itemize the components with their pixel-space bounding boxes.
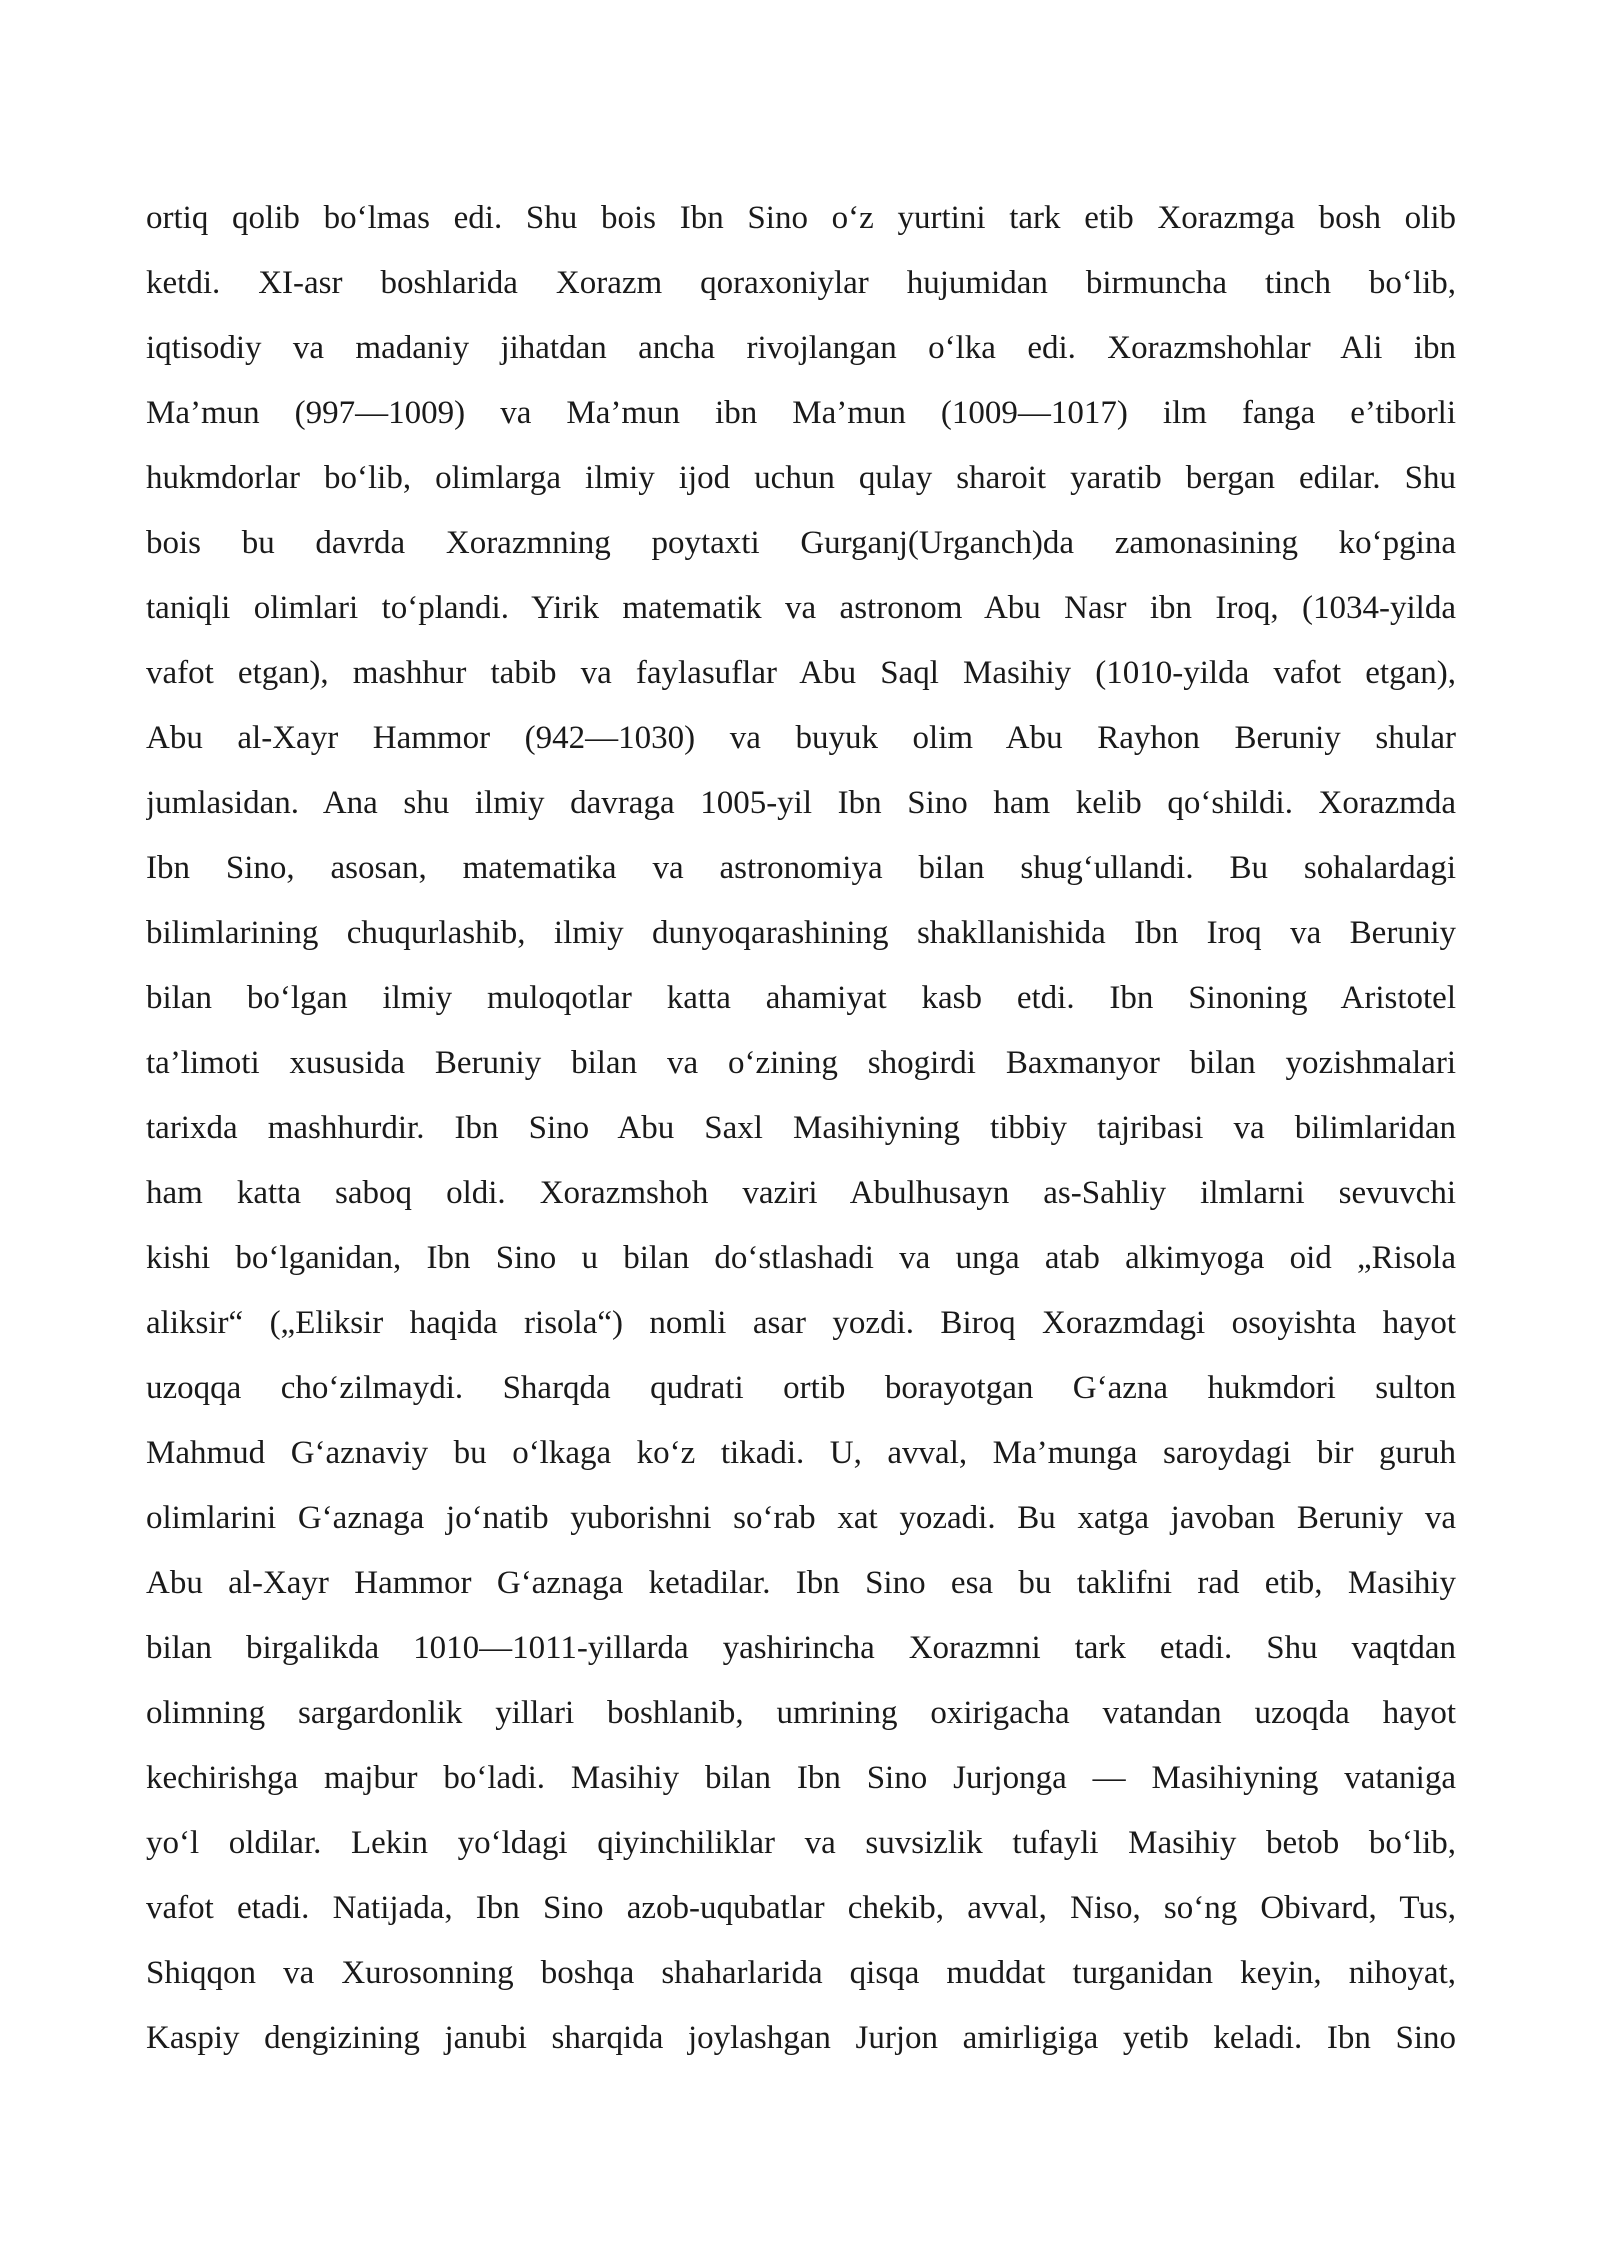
text-line: iqtisodiy va madaniy jihatdan ancha rivojlangan o‘lka edi. Xorazmshohlar Ali ibn <box>146 330 1456 366</box>
text-line: Abu al-Xayr Hammor (942—1030) va buyuk olim Abu Rayhon Beruniy shular <box>146 720 1456 756</box>
text-line: tarixda mashhurdir. Ibn Sino Abu Saxl Masihiyning tibbiy tajribasi va bilimlaridan <box>146 1110 1456 1146</box>
text-line: olimning sargardonlik yillari boshlanib, umrining oxirigacha vatandan uzoqda hayot <box>146 1695 1456 1731</box>
text-line: bilan bo‘lgan ilmiy muloqotlar katta ahamiyat kasb etdi. Ibn Sinoning Aristotel <box>146 980 1456 1016</box>
text-line: vafot etgan), mashhur tabib va faylasuflar Abu Saql Masihiy (1010-yilda vafot etgan), <box>146 655 1456 691</box>
text-line: ta’limoti xususida Beruniy bilan va o‘zining shogirdi Baxmanyor bilan yozishmalari <box>146 1045 1456 1081</box>
text-line: yo‘l oldilar. Lekin yo‘ldagi qiyinchiliklar va suvsizlik tufayli Masihiy betob bo‘lib, <box>146 1825 1456 1861</box>
text-line: olimlarini G‘aznaga jo‘natib yuborishni so‘rab xat yozadi. Bu xatga javoban Beruniy va <box>146 1500 1456 1536</box>
text-line: bois bu davrda Xorazmning poytaxti Gurganj(Urganch)da zamonasining ko‘pgina <box>146 525 1456 561</box>
text-line: ham katta saboq oldi. Xorazmshoh vaziri Abulhusayn as-Sahliy ilmlarni sevuvchi <box>146 1175 1456 1211</box>
text-line: Ibn Sino, asosan, matematika va astronomiya bilan shug‘ullandi. Bu sohalardagi <box>146 850 1456 886</box>
text-line: vafot etadi. Natijada, Ibn Sino azob-uqubatlar chekib, avval, Niso, so‘ng Obivard, Tus, <box>146 1890 1456 1926</box>
text-line: Shiqqon va Xurosonning boshqa shaharlarida qisqa muddat turganidan keyin, nihoyat, <box>146 1955 1456 1991</box>
text-line: bilimlarining chuqurlashib, ilmiy dunyoqarashining shakllanishida Ibn Iroq va Beruniy <box>146 915 1456 951</box>
text-line: kishi bo‘lganidan, Ibn Sino u bilan do‘stlashadi va unga atab alkimyoga oid „Risola <box>146 1240 1456 1276</box>
text-line: aliksir“ („Eliksir haqida risola“) nomli asar yozdi. Biroq Xorazmdagi osoyishta hayot <box>146 1305 1456 1341</box>
text-line: Mahmud G‘aznaviy bu o‘lkaga ko‘z tikadi. U, avval, Ma’munga saroydagi bir guruh <box>146 1435 1456 1471</box>
text-line: hukmdorlar bo‘lib, olimlarga ilmiy ijod uchun qulay sharoit yaratib bergan edilar. Shu <box>146 460 1456 496</box>
text-line: jumlasidan. Ana shu ilmiy davraga 1005-yil Ibn Sino ham kelib qo‘shildi. Xorazmda <box>146 785 1456 821</box>
text-line: taniqli olimlari to‘plandi. Yirik matematik va astronom Abu Nasr ibn Iroq, (1034-yilda <box>146 590 1456 626</box>
text-line: ketdi. XI-asr boshlarida Xorazm qoraxoniylar hujumidan birmuncha tinch bo‘lib, <box>146 265 1456 301</box>
text-line: bilan birgalikda 1010—1011-yillarda yashirincha Xorazmni tark etadi. Shu vaqtdan <box>146 1630 1456 1666</box>
text-line: Kaspiy dengizining janubi sharqida joylashgan Jurjon amirligiga yetib keladi. Ibn Sino <box>146 2020 1456 2056</box>
text-line: Ma’mun (997—1009) va Ma’mun ibn Ma’mun (1009—1017) ilm fanga e’tiborli <box>146 395 1456 431</box>
body-text <box>146 190 1456 2075</box>
text-line: ortiq qolib bo‘lmas edi. Shu bois Ibn Sino o‘z yurtini tark etib Xorazmga bosh olib <box>146 200 1456 236</box>
text-line: Abu al-Xayr Hammor G‘aznaga ketadilar. Ibn Sino esa bu taklifni rad etib, Masihiy <box>146 1565 1456 1601</box>
text-line: kechirishga majbur bo‘ladi. Masihiy bilan Ibn Sino Jurjonga — Masihiyning vataniga <box>146 1760 1456 1796</box>
text-line: uzoqqa cho‘zilmaydi. Sharqda qudrati ortib borayotgan G‘azna hukmdori sulton <box>146 1370 1456 1406</box>
